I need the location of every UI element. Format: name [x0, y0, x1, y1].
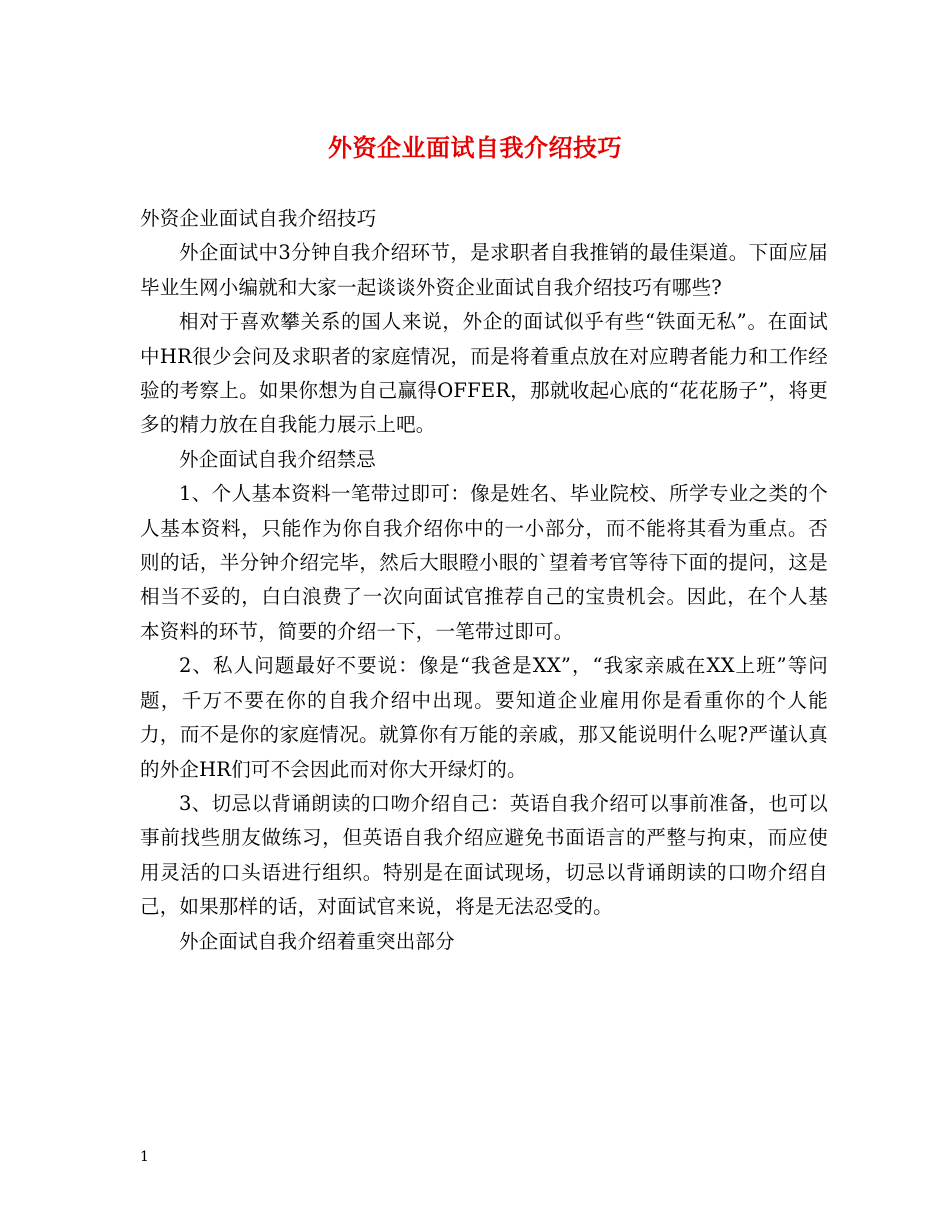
document-body	[140, 202, 828, 959]
document-title: 外资企业面试自我介绍技巧	[328, 133, 622, 162]
paragraph-taboo-1: 1、个人基本资料一笔带过即可：像是姓名、毕业院校、所学专业之类的个人基本资料，只能作为你自我介绍你中的一小部分，而不能将其看为重点。否则的话，半分钟介绍完毕，然后大眼瞪小眼的`望着考官等待下面的提问，这是相当不妥的，白白浪费了一次向面试官推荐自己的宝贵机会。因此，在个人基本资料的环节，简要的介绍一下，一笔带过即可。	[140, 482, 828, 643]
paragraph-intro: 外企面试中3分钟自我介绍环节，是求职者自我推销的最佳渠道。下面应届毕业生网小编就和大家一起谈谈外资企业面试自我介绍技巧有哪些?	[140, 241, 828, 299]
paragraph-context: 相对于喜欢攀关系的国人来说，外企的面试似乎有些“铁面无私”。在面试中HR很少会问及求职者的家庭情况，而是将着重点放在对应聘者能力和工作经验的考察上。如果你想为自己赢得OFFER，那就收起心底的“花花肠子”，将更多的精力放在自我能力展示上吧。	[140, 310, 828, 437]
section-heading-taboos: 外企面试自我介绍禁忌	[179, 447, 377, 471]
page-number: 1	[140, 1149, 149, 1165]
paragraph-heading: 外资企业面试自我介绍技巧	[140, 207, 377, 230]
paragraph-taboo-3: 3、切忌以背诵朗读的口吻介绍自己：英语自我介绍可以事前准备，也可以事前找些朋友做练习，但英语自我介绍应避免书面语言的严整与拘束，而应使用灵活的口头语进行组织。特别是在面试现场，切忌以背诵朗读的口吻介绍自己，如果那样的话，对面试官来说，将是无法忍受的。	[140, 791, 828, 919]
paragraph-taboo-2: 2、私人问题最好不要说：像是“我爸是XX”，“我家亲戚在XX上班”等问题，千万不要在你的自我介绍中出现。要知道企业雇用你是看重你的个人能力，而不是你的家庭情况。就算你有万能的亲戚，那又能说明什么呢?严谨认真的外企HR们可不会因此而对你大开绿灯的。	[140, 654, 828, 781]
section-heading-highlights: 外企面试自我介绍着重突出部分	[179, 929, 455, 953]
